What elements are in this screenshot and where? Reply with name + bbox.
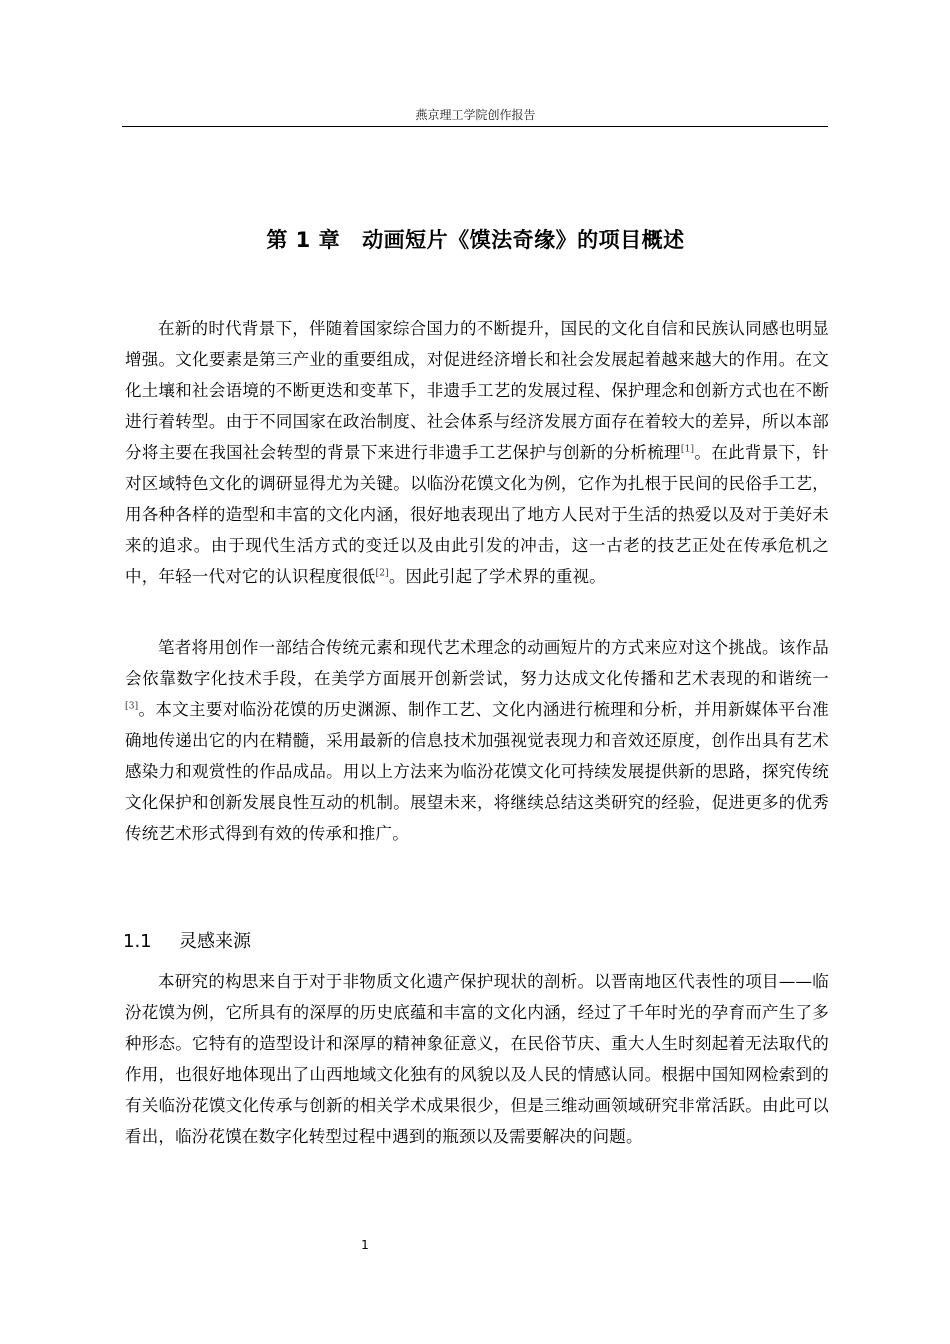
paragraph-text: 在新的时代背景下，伴随着国家综合国力的不断提升，国民的文化自信和民族认同感也明显增强。文化要素是第三产业的重要组成，对促进经济增长和社会发展起着越来越大的作用。在文化土壤和社会语境的不断更迭和变革下，非遗手工艺的发展过程、保护理念和创新方式也在不断进行着转型。由于不同国家在政治制度、社会体系与经济发展方面存在着较大的差异，所以本部分将主要在我国社会转型的背景下来进行非遗手工艺保护与创新的分析梳理 — [125, 319, 829, 462]
citation-ref: [3] — [125, 701, 139, 712]
citation-ref: [1] — [680, 444, 695, 455]
chapter-title-text: 动画短片《馍法奇缘》的项目概述 — [362, 228, 685, 252]
citation-ref: [2] — [375, 568, 389, 579]
header-divider — [122, 126, 828, 127]
body-paragraph — [125, 313, 829, 592]
section-heading — [123, 928, 251, 956]
paragraph-text: 。在此背景下，针对区域特色文化的调研显得尤为关键。以临汾花馍文化为例，它作为扎根于民间的民俗手工艺，用各种各样的造型和丰富的文化内涵，很好地表现出了地方人民对于生活的热爱以及对于美好未来的追求。由于现代生活方式的变迁以及由此引发的冲击，这一古老的技艺正处在传承危机之中，年轻一代对它的认识程度很低 — [125, 443, 829, 586]
paragraph-text: 笔者将用创作一部结合传统元素和现代艺术理念的动画短片的方式来应对这个挑战。该作品会依靠数字化技术手段，在美学方面展开创新尝试，努力达成文化传播和艺术表现的和谐统一 — [125, 638, 829, 688]
paragraph-text: 。本文主要对临汾花馍的历史渊源、制作工艺、文化内涵进行梳理和分析，并用新媒体平台准确地传递出它的内在精髓，采用最新的信息技术加强视觉表现力和音效还原度，创作出具有艺术感染力和观赏性的作品成品。用以上方法来为临汾花馍文化可持续发展提供新的思路，探究传统文化保护和创新发展良性互动的机制。展望未来，将继续总结这类研究的经验，促进更多的优秀传统艺术形式得到有效的传承和推广。 — [125, 700, 829, 843]
page-number: 1 — [361, 1238, 369, 1252]
running-header: 燕京理工学院创作报告 — [415, 108, 536, 122]
body-paragraph — [125, 966, 829, 1152]
paragraph-text: 。因此引起了学术界的重视。 — [388, 567, 606, 586]
section-number: 1.1 — [123, 931, 152, 952]
paragraph-text: 本研究的构思来自于对于非物质文化遗产保护现状的剖析。以晋南地区代表性的项目——临汾花馍为例，它所具有的深厚的历史底蕴和丰富的文化内涵，经过了千年时光的孕育而产生了多种形态。它特有的造型设计和深厚的精神象征意义，在民俗节庆、重大人生时刻起着无法取代的作用，也很好地体现出了山西地域文化独有的风貌以及人民的情感认同。根据中国知网检索到的有关临汾花馍文化传承与创新的相关学术成果很少，但是三维动画领域研究非常活跃。由此可以看出，临汾花馍在数字化转型过程中遇到的瓶颈以及需要解决的问题。 — [125, 972, 829, 1146]
chapter-title — [123, 224, 828, 256]
chapter-number: 第 1 章 — [266, 228, 341, 252]
section-title-text: 灵感来源 — [179, 931, 251, 952]
body-paragraph — [125, 632, 829, 849]
